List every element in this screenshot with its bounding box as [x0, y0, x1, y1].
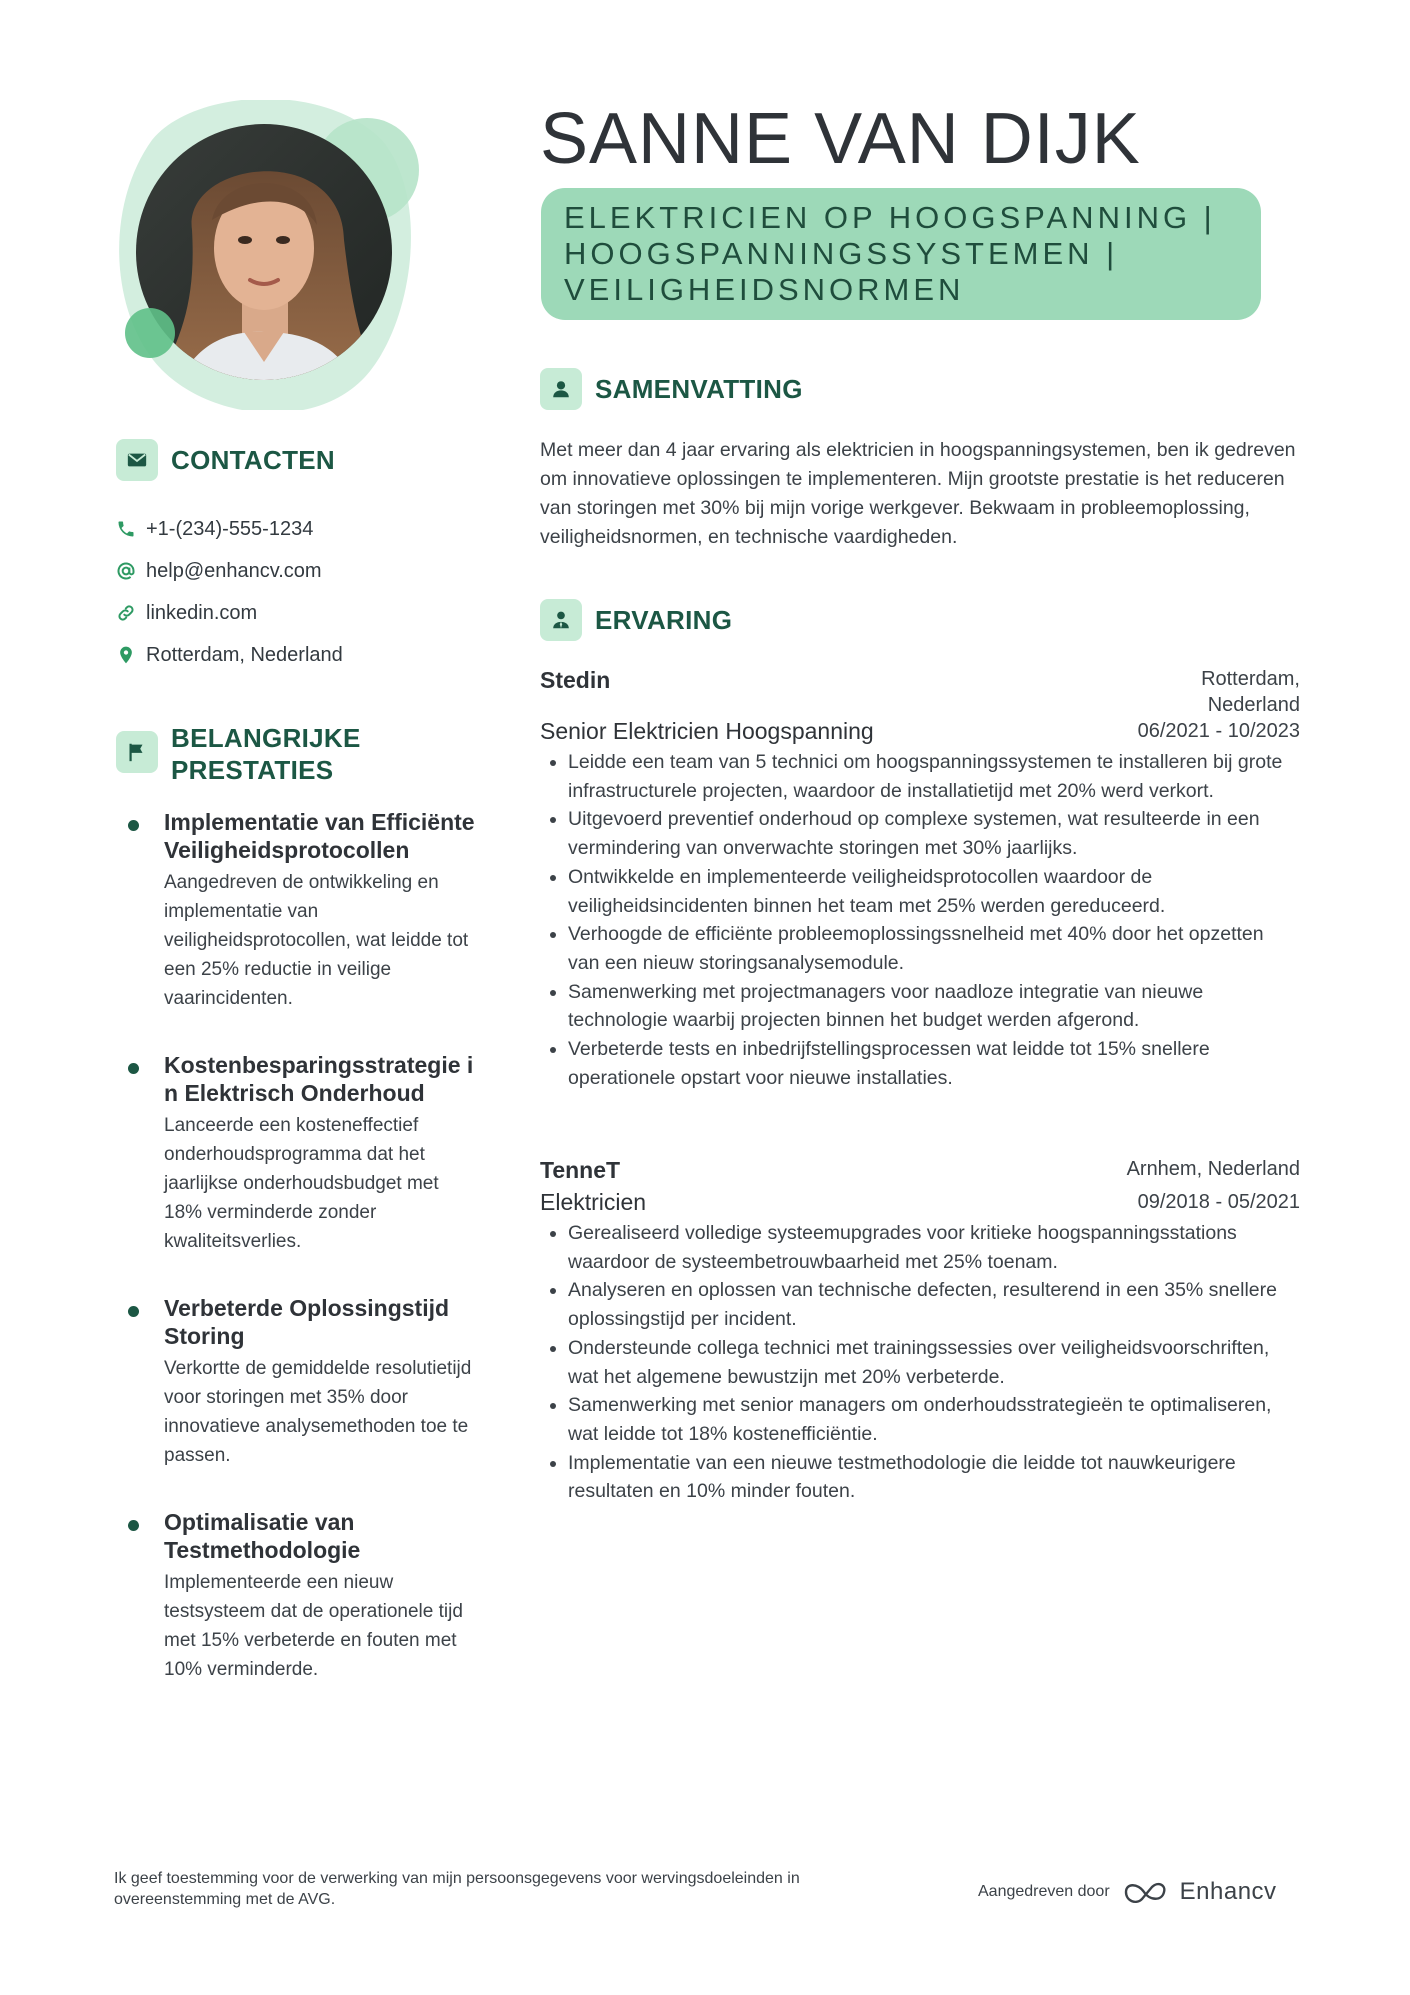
achievement-title: Kostenbesparingsstrategie in Elektrisch Onderhoud	[164, 1052, 474, 1106]
briefcase-person-icon	[540, 599, 582, 641]
at-icon	[116, 561, 136, 581]
summary-title: SAMENVATTING	[595, 374, 803, 404]
link-icon	[116, 603, 136, 623]
list-item: • Uitgevoerd preventief onderhoud op complexe systemen, wat resulteerde in een vermindering van onverwachte storingen met 30% jaarlijks.	[568, 805, 1300, 862]
headline-banner	[541, 188, 1261, 320]
job-dates: 09/2018 - 05/2021	[1137, 1191, 1300, 1213]
achievements-list	[116, 808, 476, 1722]
achievement-description: Implementeerde een nieuw testsysteem dat de operationele tijd met 15% verbeterde en fouten met 10% verminderde.	[164, 1572, 463, 1680]
contact-location	[116, 634, 476, 676]
achievement-item	[116, 1508, 476, 1684]
candidate-name: SANNE VAN DIJK	[540, 99, 1141, 179]
job-bullets	[540, 1219, 1300, 1506]
email-text: help@enhancv.com	[146, 559, 322, 582]
contacts-title: CONTACTEN	[171, 445, 335, 475]
summary-text: Met meer dan 4 jaar ervaring als elektricien in hoogspanningsystemen, ben ik gedreven om innovatieve oplossingen te implementeren. Mijn grootste prestatie is het reduceren van storingen met 30% bij mijn vorige werkgever. Bekwaam in probleemoplossing, veiligheidsnormen, en technische vaardigheden.	[540, 439, 1296, 548]
company-name: Stedin	[540, 667, 611, 693]
list-item: • Leidde een team van 5 technici om hoogspanningssystemen te installeren bij grote infrastructurele projecten, waardoor de installatietijd met 20% werd verkort.	[568, 748, 1300, 805]
enhancv-brand: Enhancv	[1179, 1878, 1277, 1905]
achievement-description: Lanceerde een kosteneffectief onderhoudsprogramma dat het jaarlijkse onderhoudsbudget met 18% verminderde zonder kwaliteitsverlies.	[164, 1115, 439, 1252]
job-location: Rotterdam, Nederland	[1201, 668, 1300, 716]
job-dates: 06/2021 - 10/2023	[1137, 720, 1300, 742]
contact-email[interactable]	[116, 550, 476, 592]
linkedin-text: linkedin.com	[146, 601, 258, 624]
achievement-title: Optimalisatie van Testmethodologie	[164, 1509, 361, 1563]
contact-list	[116, 508, 476, 676]
person-icon	[540, 368, 582, 410]
achievement-description: Verkortte de gemiddelde resolutietijd voor storingen met 35% door innovatieve analysemethoden toe te passen.	[164, 1358, 472, 1466]
location-pin-icon	[116, 645, 136, 665]
list-item: • Gerealiseerd volledige systeemupgrades voor kritieke hoogspanningsstations waardoor de systeembetrouwbaarheid met 25% toenam.	[568, 1219, 1300, 1276]
list-item: • Analyseren en oplossen van technische defecten, resulterend in een 35% snellere oplossingstijd per incident.	[568, 1276, 1300, 1333]
job-location: Arnhem, Nederland	[1126, 1158, 1300, 1180]
experience-entry	[540, 1156, 1300, 1506]
avatar	[112, 100, 422, 410]
flag-icon	[116, 731, 158, 773]
experience-heading	[540, 599, 732, 641]
achievements-heading	[116, 722, 381, 786]
phone-icon	[116, 519, 136, 539]
envelope-icon	[116, 439, 158, 481]
summary-heading	[540, 368, 803, 410]
experience-entry	[540, 666, 1300, 1092]
achievements-title: BELANGRIJKE PRESTATIES	[171, 723, 361, 785]
achievement-item	[116, 808, 476, 1013]
phone-text: +1-(234)-555-1234	[146, 517, 314, 540]
powered-by[interactable]	[978, 1878, 1277, 1906]
gdpr-consent: Ik geef toestemming voor de verwerking van mijn persoonsgegevens voor wervingsdoeleinden in overeenstemming met de AVG.	[114, 1870, 800, 1908]
achievement-title: Implementatie van Efficiënte Veiligheidsprotocollen	[164, 809, 475, 863]
job-bullets	[540, 748, 1300, 1092]
achievement-description: Aangedreven de ontwikkeling en implementatie van veiligheidsprotocollen, wat leidde tot een 25% reductie in veilige vaarincidenten.	[164, 872, 469, 1009]
achievement-item	[116, 1051, 476, 1256]
achievement-item	[116, 1294, 476, 1470]
powered-by-label: Aangedreven door	[978, 1883, 1110, 1900]
list-item: • Ondersteunde collega technici met trainingssessies over veiligheidsvoorschriften, wat het algemene bewustzijn met 20% verbeterde.	[568, 1334, 1300, 1391]
profile-photo	[112, 100, 422, 410]
company-name: TenneT	[540, 1157, 621, 1183]
contact-phone[interactable]	[116, 508, 476, 550]
list-item: • Samenwerking met senior managers om onderhoudsstrategieën te optimaliseren, wat leidde tot 18% kostenefficiëntie.	[568, 1391, 1300, 1448]
achievement-title: Verbeterde Oplossingstijd Storing	[164, 1295, 450, 1349]
list-item: • Verhoogde de efficiënte probleemoplossingssnelheid met 40% door het opzetten van een nieuw storingsanalysemodule.	[568, 920, 1300, 977]
location-text: Rotterdam, Nederland	[146, 643, 343, 666]
contact-linkedin[interactable]	[116, 592, 476, 634]
enhancv-logo-icon	[1122, 1879, 1170, 1905]
list-item: • Implementatie van een nieuwe testmethodologie die leidde tot nauwkeurigere resultaten en 10% minder fouten.	[568, 1449, 1300, 1506]
job-role: Elektricien	[540, 1189, 647, 1215]
experience-title: ERVARING	[595, 605, 733, 635]
list-item: • Verbeterde tests en inbedrijfstellingsprocessen wat leidde tot 15% snellere operationele opstart voor nieuwe installaties.	[568, 1035, 1300, 1092]
list-item: • Ontwikkelde en implementeerde veiligheidsprotocollen waardoor de veiligheidsincidenten binnen het team met 25% werden gereduceerd.	[568, 863, 1300, 920]
headline-text: ELEKTRICIEN OP HOOGSPANNING | HOOGSPANNINGSSYSTEMEN | VEILIGHEIDSNORMEN	[564, 200, 1216, 307]
contacts-heading	[116, 439, 335, 481]
job-role: Senior Elektricien Hoogspanning	[540, 718, 874, 744]
list-item: • Samenwerking met projectmanagers voor naadloze integratie van nieuwe technologie waarbij projecten binnen het budget werden afgerond.	[568, 978, 1300, 1035]
